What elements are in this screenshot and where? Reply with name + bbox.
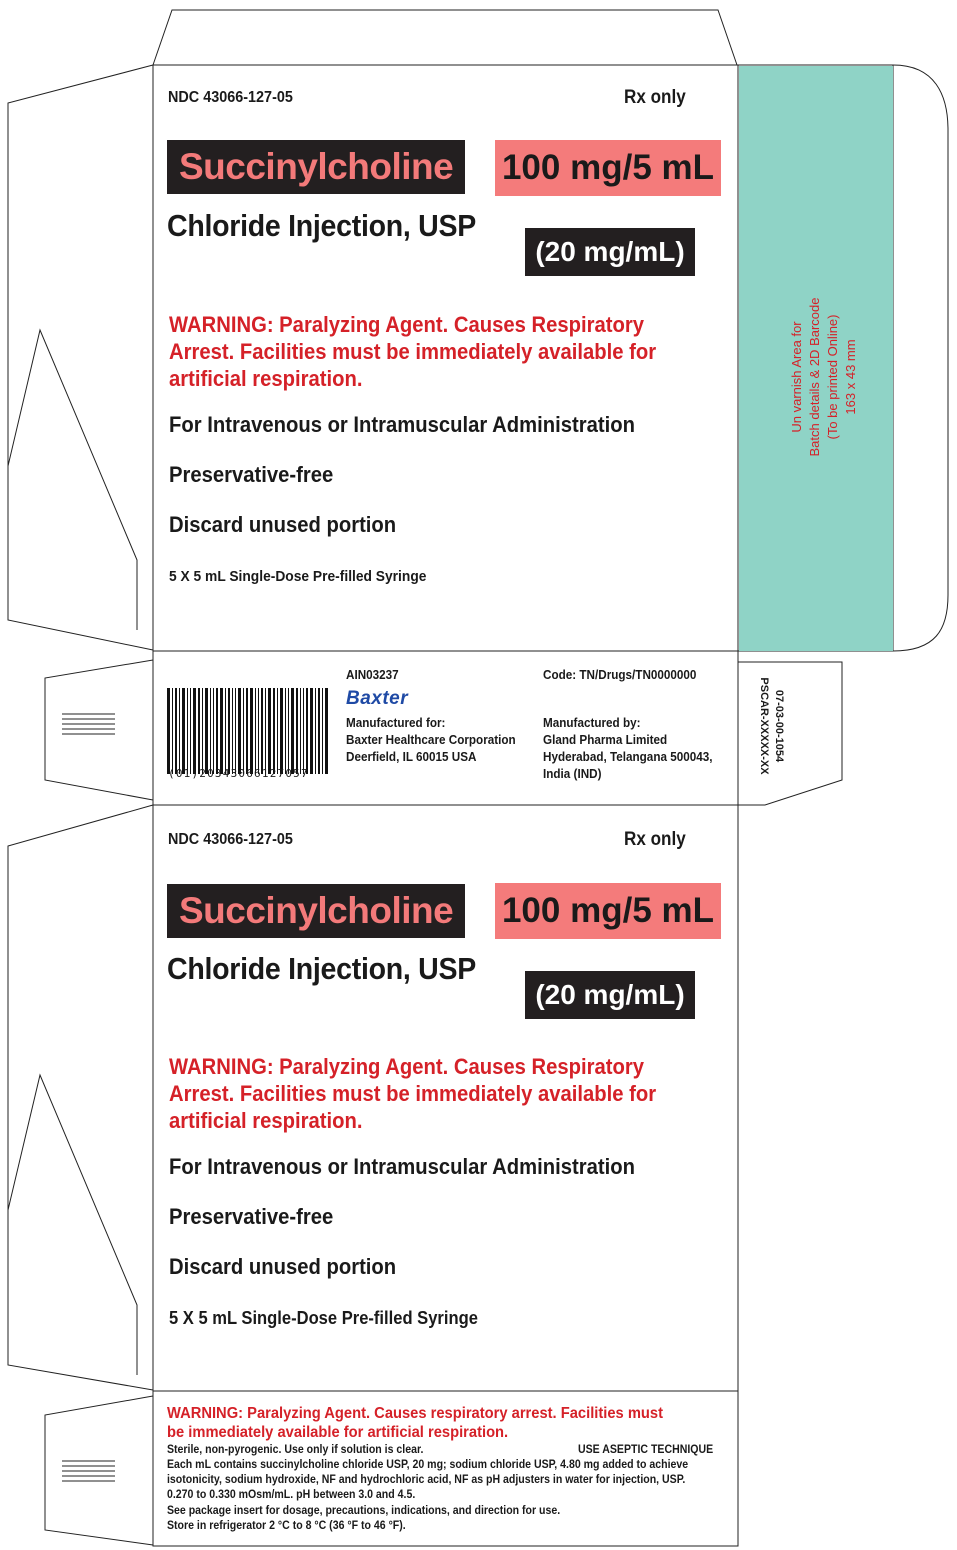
by-name: Gland Pharma Limited (543, 732, 668, 747)
by-city: Hyderabad, Telangana 500043, (543, 749, 713, 764)
varnish-line-4: 163 x 43 mm (843, 339, 858, 415)
barcode (167, 688, 330, 774)
package-text: 5 X 5 mL Single-Dose Pre-filled Syringe (169, 568, 427, 585)
rx-only: Rx only (624, 829, 686, 850)
aseptic-text: USE ASEPTIC TECHNIQUE (578, 1442, 714, 1456)
insert-text: See package insert for dosage, precautions, indications, and direction for use. (167, 1503, 561, 1517)
preservative-text: Preservative-free (169, 462, 334, 487)
sterile-text: Sterile, non-pyrogenic. Use only if solution is clear. (167, 1442, 424, 1456)
drug-code: Code: TN/Drugs/TN0000000 (543, 667, 697, 682)
ndc-number: NDC 43066-127-05 (168, 89, 293, 106)
package-text: 5 X 5 mL Single-Dose Pre-filled Syringe (169, 1308, 478, 1328)
ndc-number: NDC 43066-127-05 (168, 831, 293, 848)
for-city: Deerfield, IL 60015 USA (346, 749, 477, 764)
concentration-badge: (20 mg/mL) (525, 228, 695, 276)
storage-text: Store in refrigerator 2 °C to 8 °C (36 °F to 46 °F). (167, 1518, 406, 1532)
varnish-line-2: Batch details & 2D Barcode (807, 297, 822, 457)
contents-text: Each mL contains succinylcholine chloride USP, 20 mg; sodium chloride USP, 4.80 mg added to achieve isotonicity, sodium hydroxide, NF and hydrochloric acid, NF as pH adjusters in water for injection, USP. 0.270 to 0.330 mOsm/mL. pH between 3.0 and 4.5. (167, 1457, 689, 1501)
warning-text: WARNING: Paralyzing Agent. Causes Respiratory Arrest. Facilities must be immediately available for artificial respiration. (169, 1054, 657, 1133)
drug-name: Succinylcholine (167, 884, 465, 938)
strength-badge: 100 mg/5 mL (495, 140, 721, 196)
preservative-text: Preservative-free (169, 1204, 334, 1229)
for-label: Manufactured for: (346, 715, 446, 730)
strength-badge: 100 mg/5 mL (495, 883, 721, 939)
side-code-line-1: 07-03-00-1054 (773, 689, 785, 763)
warning-text: WARNING: Paralyzing Agent. Causes Respiratory Arrest. Facilities must be immediately available for artificial respiration. (169, 312, 657, 391)
varnish-line-3: (To be printed Online) (825, 314, 840, 440)
manufactured-by (543, 714, 713, 782)
for-name: Baxter Healthcare Corporation (346, 732, 516, 747)
drug-subtitle: Chloride Injection, USP (167, 951, 476, 986)
varnish-line-1: Un varnish Area for (789, 321, 804, 433)
by-country: India (IND) (543, 766, 602, 781)
drug-name: Succinylcholine (167, 140, 465, 194)
concentration-badge: (20 mg/mL) (525, 971, 695, 1019)
side-code-line-2: PSCAR-XXXXX-XX (758, 677, 770, 775)
baxter-logo: Baxter (346, 688, 409, 709)
barcode-number: (01)20343066127057 (168, 767, 309, 780)
manufactured-for (346, 714, 516, 765)
discard-text: Discard unused portion (169, 1254, 397, 1279)
rx-only: Rx only (624, 87, 686, 108)
side-code (754, 666, 786, 786)
bottom-warning: WARNING: Paralyzing Agent. Causes respiratory arrest. Facilities must be immediately available for artificial respiration. (167, 1405, 663, 1441)
drug-subtitle: Chloride Injection, USP (167, 208, 476, 243)
ain-code: AIN03237 (346, 667, 399, 682)
discard-text: Discard unused portion (169, 512, 397, 537)
route-text: For Intravenous or Intramuscular Administration (169, 412, 635, 437)
route-text: For Intravenous or Intramuscular Administration (169, 1154, 635, 1179)
by-label: Manufactured by: (543, 715, 641, 730)
varnish-area-label (788, 277, 862, 477)
